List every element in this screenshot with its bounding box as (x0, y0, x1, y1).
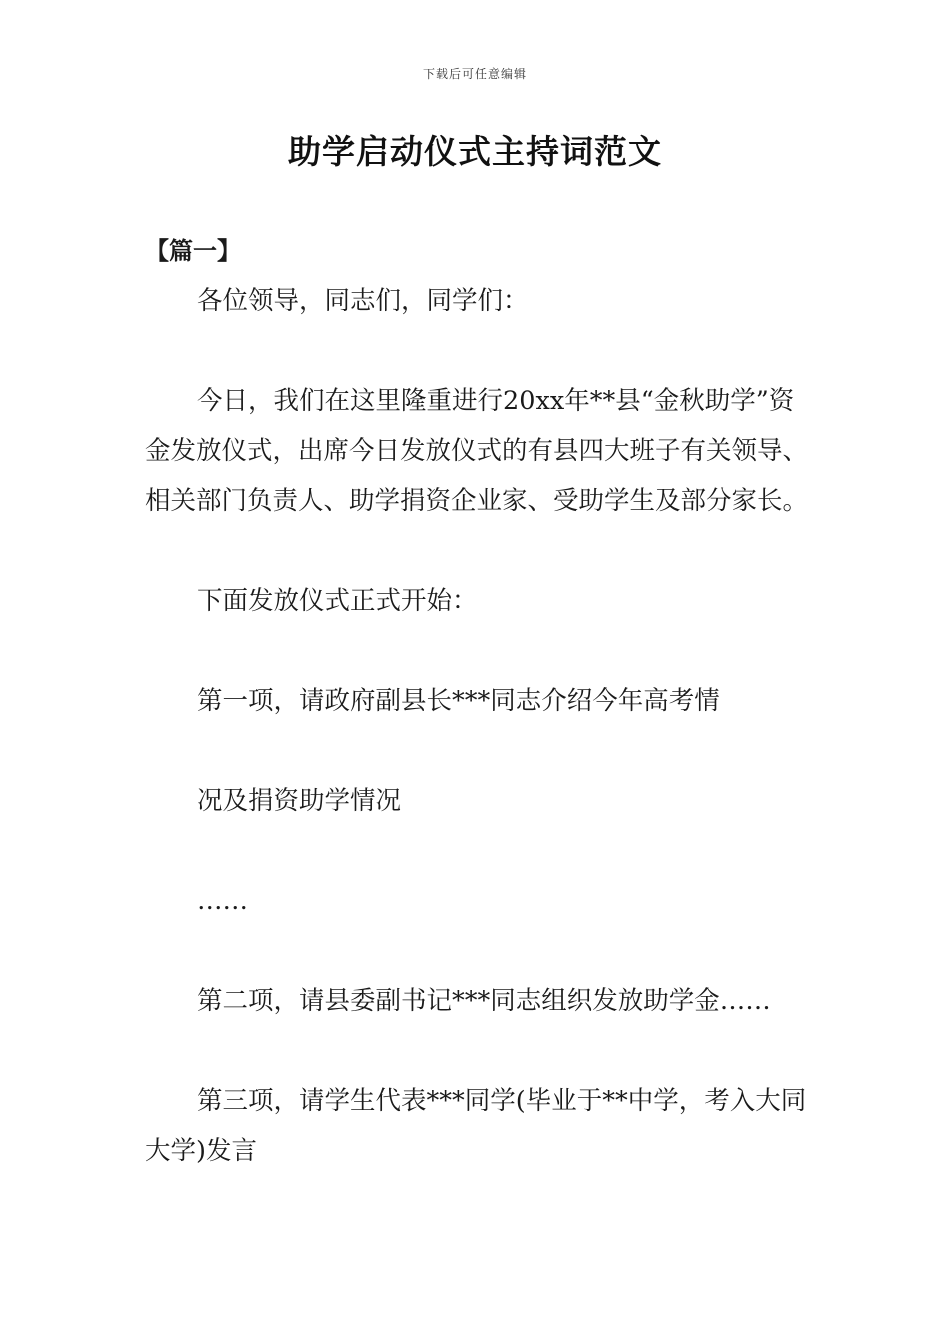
paragraph-gap (145, 626, 810, 676)
paragraph-item-one-cont: 况及捐资助学情况 (197, 786, 402, 816)
paragraph-gap (145, 926, 810, 976)
paragraph-gap (145, 526, 810, 576)
paragraph-greeting: 各位领导，同志们，同学们： (197, 286, 529, 316)
paragraph-gap (145, 326, 810, 376)
paragraph-item-one: 第一项，请政府副县长***同志介绍今年高考情 (197, 686, 720, 716)
paragraph-intro: 今日，我们在这里隆重进行20xx年**县“金秋助学”资金发放仪式，出席今日发放仪式的有县四大班子有关领导、相关部门负责人、助学捐资企业家、受助学生及部分家长。 (145, 386, 809, 516)
paragraph-gap (145, 826, 810, 876)
document-title: 助学启动仪式主持词范文 (288, 132, 662, 171)
paragraph-gap (145, 726, 810, 776)
paragraph-ellipsis: …… (197, 886, 248, 916)
page-header-note: 下载后可任意编辑 (422, 67, 527, 81)
paragraph-item-three: 第三项，请学生代表***同学(毕业于**中学，考入大同大学)发言 (145, 1086, 807, 1166)
document-body (145, 226, 810, 1176)
paragraph-item-two: 第二项，请县委副书记***同志组织发放助学金…… (197, 986, 771, 1016)
section-label: 【篇一】 (145, 237, 241, 265)
paragraph-start: 下面发放仪式正式开始： (197, 586, 478, 616)
paragraph-gap (145, 1026, 810, 1076)
